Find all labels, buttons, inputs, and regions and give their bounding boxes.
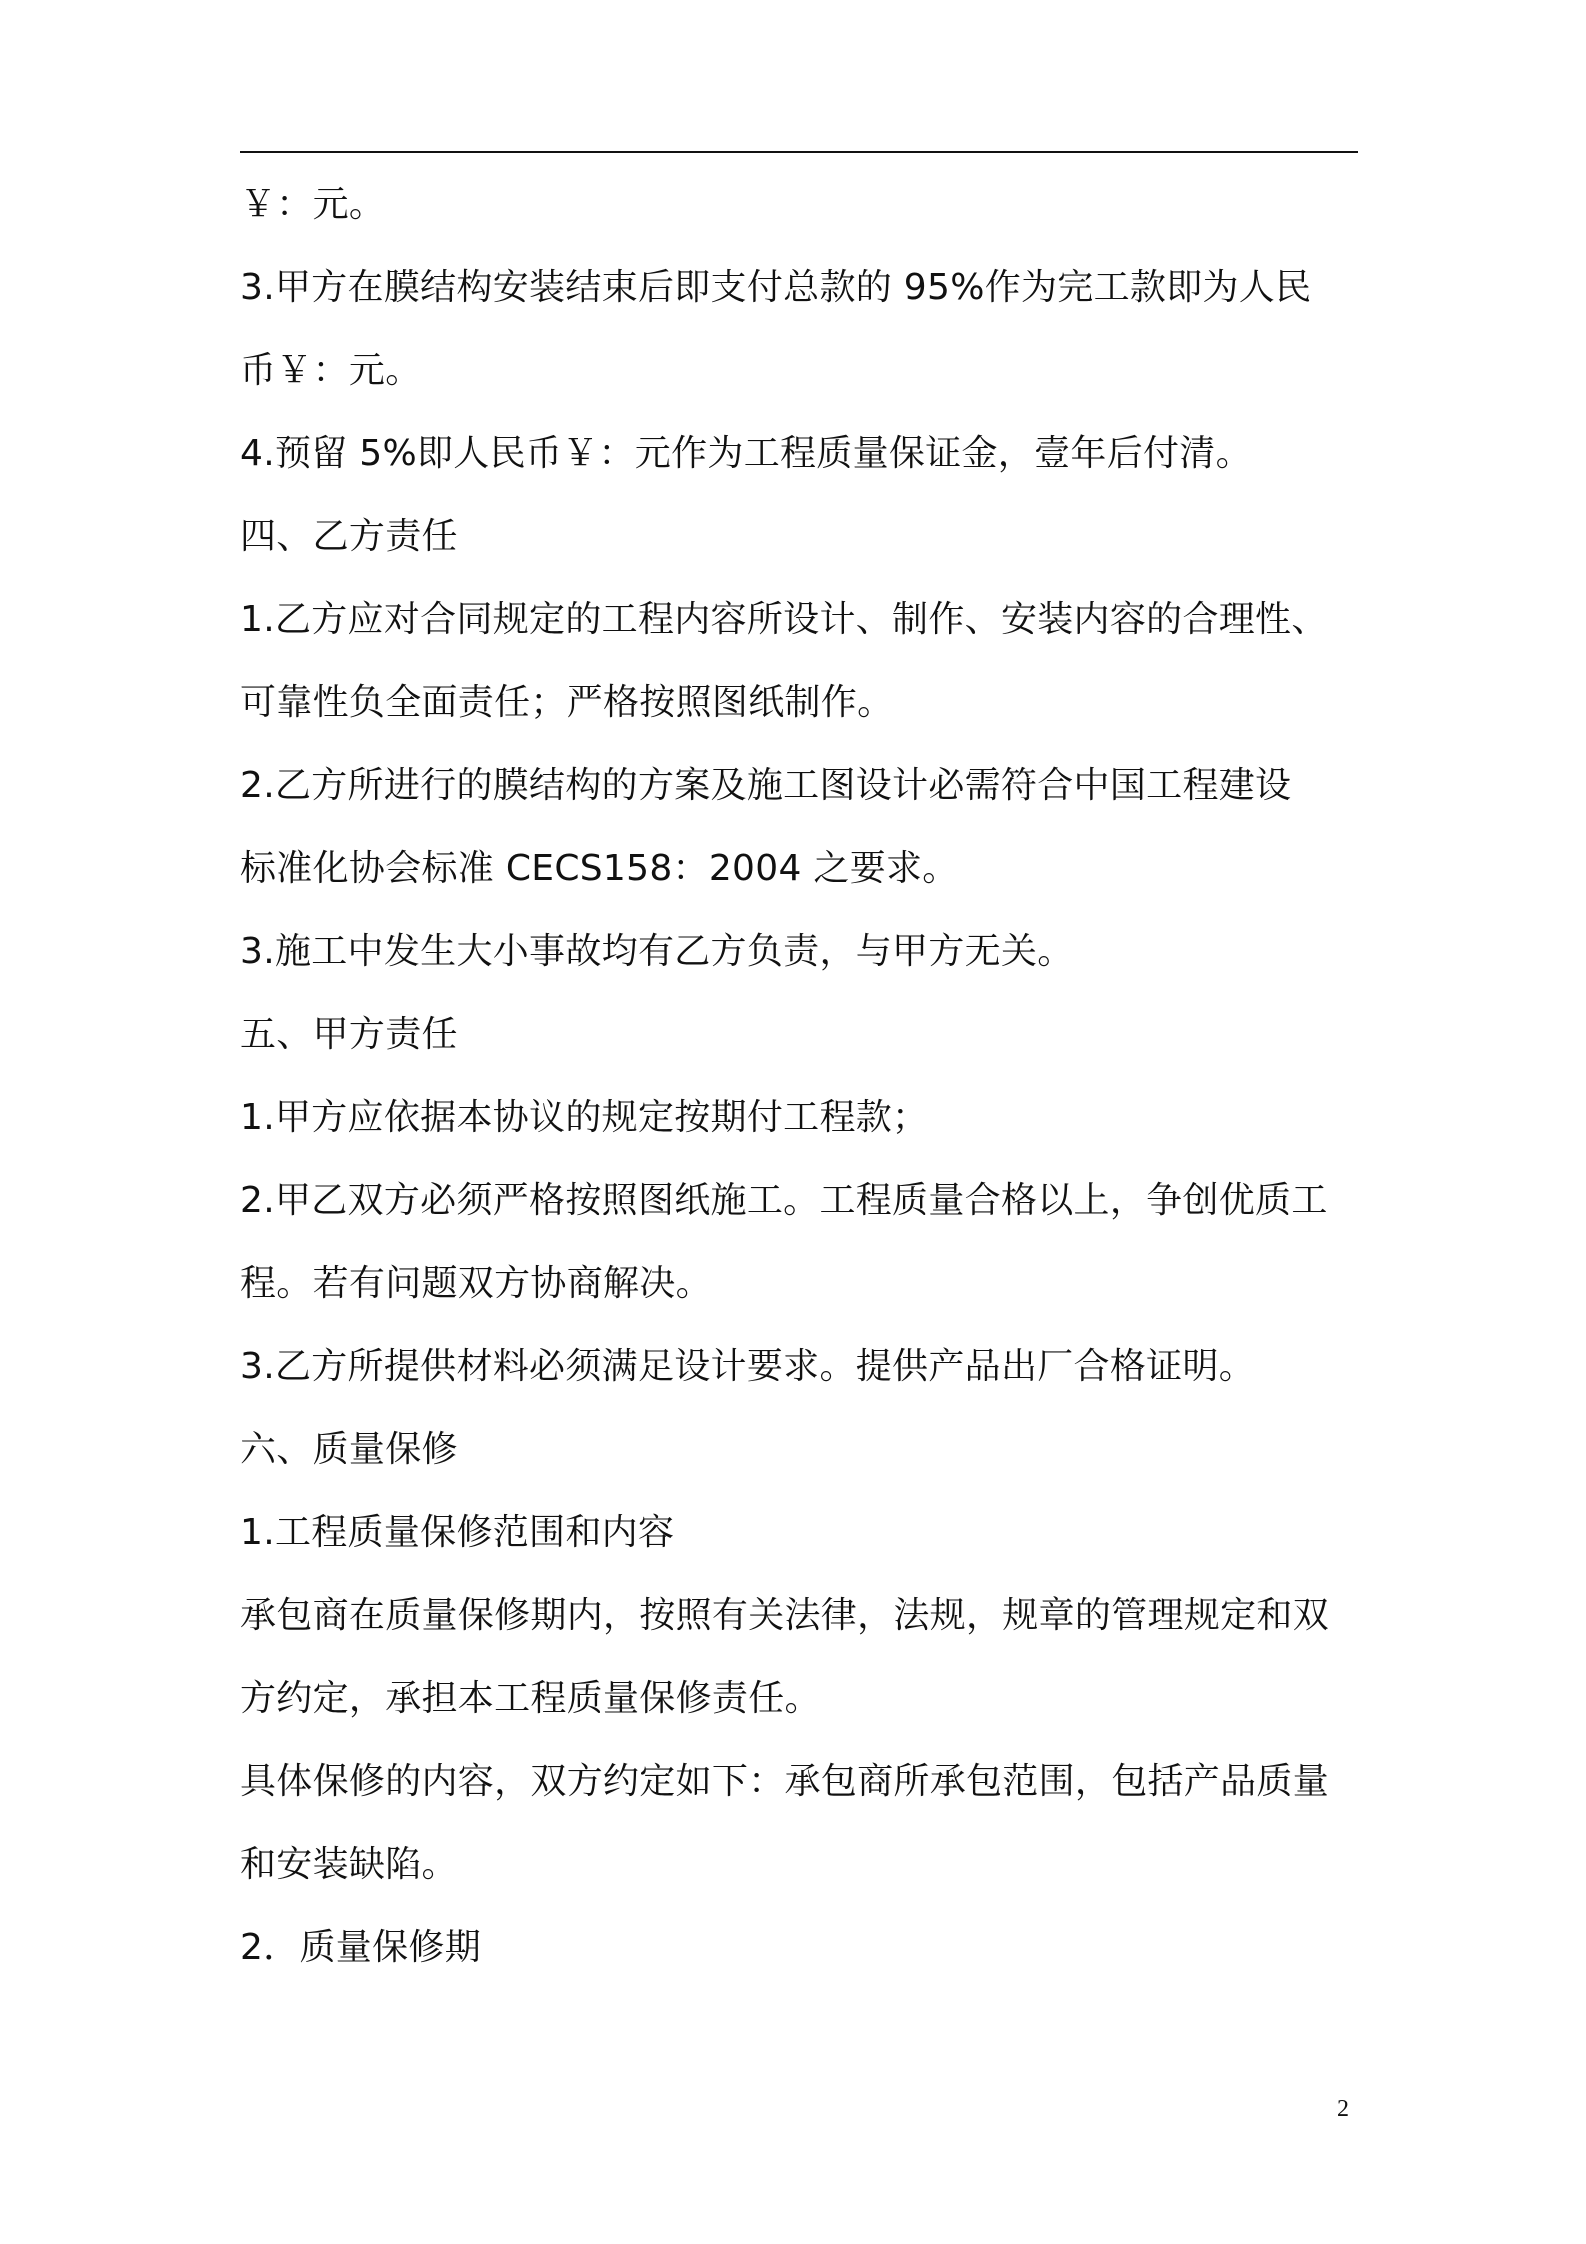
paragraph-line: 程。若有问题双方协商解决。 xyxy=(240,1263,712,1304)
paragraph-line: 具体保修的内容，双方约定如下：承包商所承包范围，包括产品质量 xyxy=(240,1761,1330,1802)
paragraph-line: 标准化协会标准 CECS158：2004 之要求。 xyxy=(240,848,959,889)
section-heading: 六、质量保修 xyxy=(240,1429,458,1470)
page-number: 2 xyxy=(1337,2096,1349,2122)
paragraph-line: 2.乙方所进行的膜结构的方案及施工图设计必需符合中国工程建设 xyxy=(240,765,1292,806)
paragraph-line: 币￥：元。 xyxy=(240,350,422,391)
document-body xyxy=(240,172,1380,1998)
paragraph-line: 1.甲方应依据本协议的规定按期付工程款； xyxy=(240,1097,929,1138)
paragraph-line: 2．质量保修期 xyxy=(240,1927,482,1968)
paragraph-line: 方约定，承担本工程质量保修责任。 xyxy=(240,1678,821,1719)
section-heading: 四、乙方责任 xyxy=(240,516,458,557)
paragraph-line: 承包商在质量保修期内，按照有关法律，法规，规章的管理规定和双 xyxy=(240,1595,1330,1636)
paragraph-line: 1.乙方应对合同规定的工程内容所设计、制作、安装内容的合理性、 xyxy=(240,599,1328,640)
paragraph-line: 和安装缺陷。 xyxy=(240,1844,458,1885)
paragraph-line: 2.甲乙双方必须严格按照图纸施工。工程质量合格以上，争创优质工 xyxy=(240,1180,1328,1221)
paragraph-line: 3.乙方所提供材料必须满足设计要求。提供产品出厂合格证明。 xyxy=(240,1346,1256,1387)
paragraph-line: ￥：元。 xyxy=(240,184,386,225)
paragraph-line: 1.工程质量保修范围和内容 xyxy=(240,1512,675,1553)
paragraph-line: 3.施工中发生大小事故均有乙方负责，与甲方无关。 xyxy=(240,931,1074,972)
paragraph-line: 3.甲方在膜结构安装结束后即支付总款的 95%作为完工款即为人民 xyxy=(240,267,1312,308)
section-heading: 五、甲方责任 xyxy=(240,1014,458,1055)
paragraph-line: 4.预留 5%即人民币￥：元作为工程质量保证金，壹年后付清。 xyxy=(240,433,1252,474)
paragraph-line: 可靠性负全面责任；严格按照图纸制作。 xyxy=(240,682,894,723)
header-divider xyxy=(240,151,1358,153)
